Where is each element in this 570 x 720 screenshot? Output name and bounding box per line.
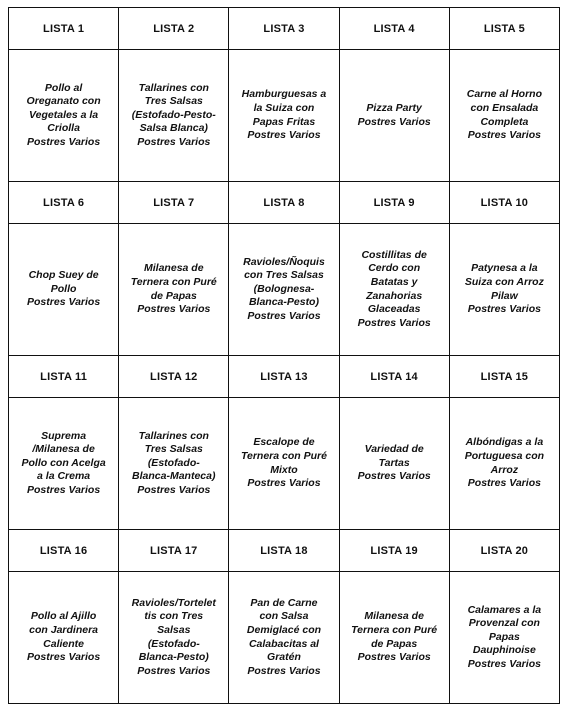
menu-line: Blanca-Pesto) xyxy=(248,296,319,309)
menu-cell xyxy=(449,224,559,356)
menu-line: Carne al Horno xyxy=(466,88,542,101)
menu-line: Glaceadas xyxy=(367,303,421,316)
menu-line: Hamburguesas a xyxy=(241,88,327,101)
menu-line: Postres Varios xyxy=(27,483,101,496)
list-header: LISTA 10 xyxy=(449,182,559,224)
menu-line: Tallarines con xyxy=(138,429,209,442)
menu-line: Gratén xyxy=(267,651,301,664)
menu-line: Papas Fritas xyxy=(252,115,316,128)
menu-line: Mixto xyxy=(270,463,298,476)
menu-line: con Ensalada xyxy=(470,101,539,114)
menu-line: (Estofado- xyxy=(147,637,200,650)
menu-cell xyxy=(9,398,119,530)
menu-line: Batatas y xyxy=(370,275,418,288)
header-row xyxy=(9,182,560,224)
menu-line: Postres Varios xyxy=(247,664,321,677)
list-header: LISTA 2 xyxy=(119,8,229,50)
list-header: LISTA 17 xyxy=(119,530,229,572)
menu-line: /Milanesa de xyxy=(32,443,95,456)
menu-cell xyxy=(119,572,229,704)
menu-line: a la Crema xyxy=(37,470,91,483)
list-header: LISTA 13 xyxy=(229,356,339,398)
menu-line: Ternera con Puré xyxy=(130,275,217,288)
menu-line: Ternera con Puré xyxy=(351,623,438,636)
menu-line: Papas xyxy=(488,630,520,643)
list-header: LISTA 20 xyxy=(449,530,559,572)
menu-row xyxy=(9,572,560,704)
menu-line: (Estofado-Pesto- xyxy=(131,108,216,121)
list-header: LISTA 6 xyxy=(9,182,119,224)
menu-line: tis con Tres xyxy=(144,610,204,623)
menu-line: Postres Varios xyxy=(467,303,541,316)
menu-line: Ravioles/Tortelet xyxy=(131,596,216,609)
menu-line: Pollo al Ajillo xyxy=(30,610,97,623)
menu-line: Ravioles/Ñoquis xyxy=(243,255,325,268)
list-header: LISTA 11 xyxy=(9,356,119,398)
list-header: LISTA 18 xyxy=(229,530,339,572)
menu-line: Postres Varios xyxy=(27,651,101,664)
menu-line: Cerdo con xyxy=(368,262,421,275)
menu-row xyxy=(9,398,560,530)
menu-cell xyxy=(119,50,229,182)
menu-line: Chop Suey de xyxy=(28,269,99,282)
list-header: LISTA 1 xyxy=(9,8,119,50)
menu-line: Postres Varios xyxy=(27,135,101,148)
menu-cell xyxy=(229,398,339,530)
menu-line: Pilaw xyxy=(490,289,518,302)
menu-line: Pan de Carne xyxy=(250,596,318,609)
menu-cell xyxy=(339,50,449,182)
list-header: LISTA 7 xyxy=(119,182,229,224)
menu-line: Demiglacé con xyxy=(246,623,322,636)
list-header: LISTA 19 xyxy=(339,530,449,572)
menu-line: Postres Varios xyxy=(467,129,541,142)
menu-line: Tres Salsas xyxy=(144,95,203,108)
menu-row xyxy=(9,50,560,182)
menu-line: Postres Varios xyxy=(247,309,321,322)
menu-line: con Salsa xyxy=(259,610,309,623)
menu-line: Caliente xyxy=(43,637,85,650)
menu-line: Milanesa de xyxy=(144,262,204,275)
list-header: LISTA 16 xyxy=(9,530,119,572)
list-header: LISTA 15 xyxy=(449,356,559,398)
menu-line: Variedad de xyxy=(364,443,424,456)
menu-line: Tallarines con xyxy=(138,81,209,94)
menu-line: Postres Varios xyxy=(137,135,211,148)
header-row xyxy=(9,8,560,50)
menu-line: Criolla xyxy=(47,122,80,135)
menu-line: Tartas xyxy=(378,456,410,469)
menu-line: Portuguesa con xyxy=(464,449,545,462)
menu-cell xyxy=(339,224,449,356)
menu-line: Pizza Party xyxy=(366,101,422,114)
menu-line: Postres Varios xyxy=(27,296,101,309)
menu-cell xyxy=(9,224,119,356)
menu-cell xyxy=(9,572,119,704)
menu-line: (Estofado- xyxy=(147,456,200,469)
menu-line: de Papas xyxy=(150,289,197,302)
menu-row xyxy=(9,224,560,356)
menu-line: Completa xyxy=(480,115,529,128)
menu-line: Calabacitas al xyxy=(248,637,319,650)
menu-line: Dauphinoise xyxy=(472,644,536,657)
menu-line: Salsa Blanca) xyxy=(139,122,208,135)
menu-line: de Papas xyxy=(371,637,418,650)
menu-cell xyxy=(449,50,559,182)
menu-line: Arroz xyxy=(490,463,519,476)
menu-line: Ternera con Puré xyxy=(240,449,327,462)
menu-line: Provenzal con xyxy=(468,617,540,630)
menu-line: Pollo con Acelga xyxy=(21,456,106,469)
menu-line: con Jardinera xyxy=(29,623,99,636)
menu-line: Pollo xyxy=(50,282,77,295)
menu-cell xyxy=(339,398,449,530)
list-header: LISTA 4 xyxy=(339,8,449,50)
header-row xyxy=(9,530,560,572)
menu-line: Postres Varios xyxy=(357,470,431,483)
menu-line: Albóndigas a la xyxy=(465,436,544,449)
menu-line: Costillitas de xyxy=(361,248,427,261)
menu-line: Blanca-Pesto) xyxy=(138,651,209,664)
menu-line: Postres Varios xyxy=(357,115,431,128)
menu-line: Postres Varios xyxy=(247,477,321,490)
menu-line: Postres Varios xyxy=(357,651,431,664)
menu-line: Salsas xyxy=(157,623,191,636)
menu-line: Blanca-Manteca) xyxy=(132,470,216,483)
menu-cell xyxy=(449,572,559,704)
menu-line: (Bolognesa- xyxy=(253,282,315,295)
menu-line: la Suiza con xyxy=(253,101,315,114)
menu-cell xyxy=(9,50,119,182)
menu-line: Tres Salsas xyxy=(144,443,203,456)
list-header: LISTA 9 xyxy=(339,182,449,224)
menu-line: Milanesa de xyxy=(364,610,424,623)
menu-line: con Tres Salsas xyxy=(244,269,324,282)
list-header: LISTA 5 xyxy=(449,8,559,50)
menu-line: Vegetales a la xyxy=(29,108,99,121)
menu-line: Calamares a la xyxy=(467,603,542,616)
menu-line: Postres Varios xyxy=(137,664,211,677)
list-header: LISTA 3 xyxy=(229,8,339,50)
menu-line: Postres Varios xyxy=(247,129,321,142)
menu-line: Postres Varios xyxy=(137,483,211,496)
menu-cell xyxy=(229,572,339,704)
menu-line: Postres Varios xyxy=(467,657,541,670)
menu-line: Escalope de xyxy=(253,436,315,449)
menu-line: Pollo al xyxy=(44,81,83,94)
menu-cell xyxy=(229,50,339,182)
list-header: LISTA 12 xyxy=(119,356,229,398)
menu-cell xyxy=(339,572,449,704)
menu-line: Oreganato con xyxy=(26,95,101,108)
menu-grid-body xyxy=(9,8,560,704)
list-header: LISTA 14 xyxy=(339,356,449,398)
list-header: LISTA 8 xyxy=(229,182,339,224)
menu-line: Zanahorias xyxy=(366,289,423,302)
menu-line: Suprema xyxy=(41,429,87,442)
menu-line: Patynesa a la xyxy=(471,262,538,275)
menu-cell xyxy=(119,224,229,356)
menu-cell xyxy=(449,398,559,530)
menu-cell xyxy=(119,398,229,530)
menu-line: Postres Varios xyxy=(357,316,431,329)
menu-line: Postres Varios xyxy=(467,477,541,490)
menu-cell xyxy=(229,224,339,356)
menu-line: Postres Varios xyxy=(137,303,211,316)
header-row xyxy=(9,356,560,398)
menu-line: Suiza con Arroz xyxy=(464,275,544,288)
menu-grid xyxy=(8,7,560,704)
